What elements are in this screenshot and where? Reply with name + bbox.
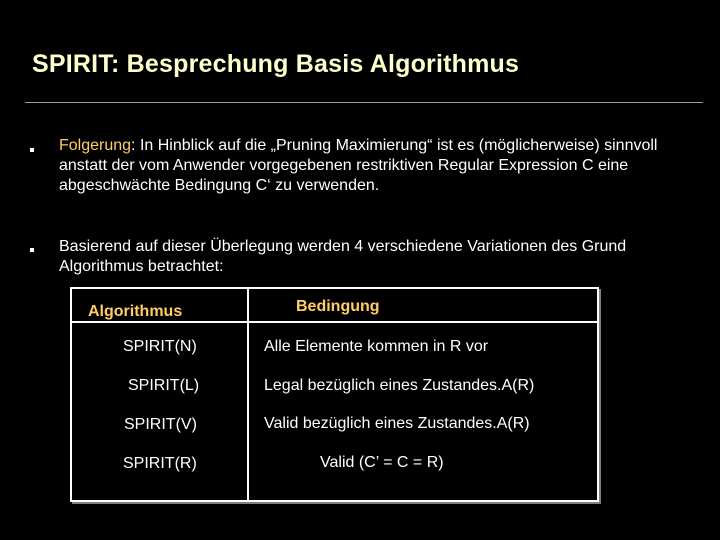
- table-header-condition: Bedingung: [296, 298, 380, 315]
- table-column-divider: [247, 288, 249, 501]
- table-cell-condition: Valid bezüglich eines Zustandes.A(R): [264, 415, 530, 432]
- bullet-text: : In Hinblick auf die „Pruning Maximierung“ ist es (möglicherweise) sinnvoll anstatt der vom Anwender vorgegebenen restriktiven Regular Expression C eine abgeschwächte Bedingung C‘ zu verwenden.: [59, 137, 658, 194]
- table-cell-condition: Valid (C’ = C = R): [320, 454, 444, 471]
- title-divider: [25, 102, 703, 103]
- bullet-marker: [30, 248, 34, 252]
- bullet-term: Folgerung: [59, 137, 132, 154]
- bullet-item-folgerung: [59, 136, 679, 196]
- slide-title: SPIRIT: Besprechung Basis Algorithmus: [32, 50, 520, 78]
- bullet-item-variationen: Basierend auf dieser Überlegung werden 4 verschiedene Variationen des Grund Algorithmus betrachtet:: [59, 238, 627, 275]
- table-header-divider: [72, 321, 597, 323]
- table-cell-algorithm: SPIRIT(V): [124, 416, 197, 433]
- table-cell-algorithm: SPIRIT(L): [128, 377, 200, 394]
- table-cell-condition: Legal bezüglich eines Zustandes.A(R): [264, 377, 535, 394]
- table-header-algorithm: Algorithmus: [88, 303, 183, 320]
- table-cell-algorithm: SPIRIT(R): [123, 455, 197, 472]
- bullet-marker: [30, 148, 34, 152]
- table-cell-algorithm: SPIRIT(N): [123, 338, 197, 355]
- table-cell-condition: Alle Elemente kommen in R vor: [264, 338, 489, 355]
